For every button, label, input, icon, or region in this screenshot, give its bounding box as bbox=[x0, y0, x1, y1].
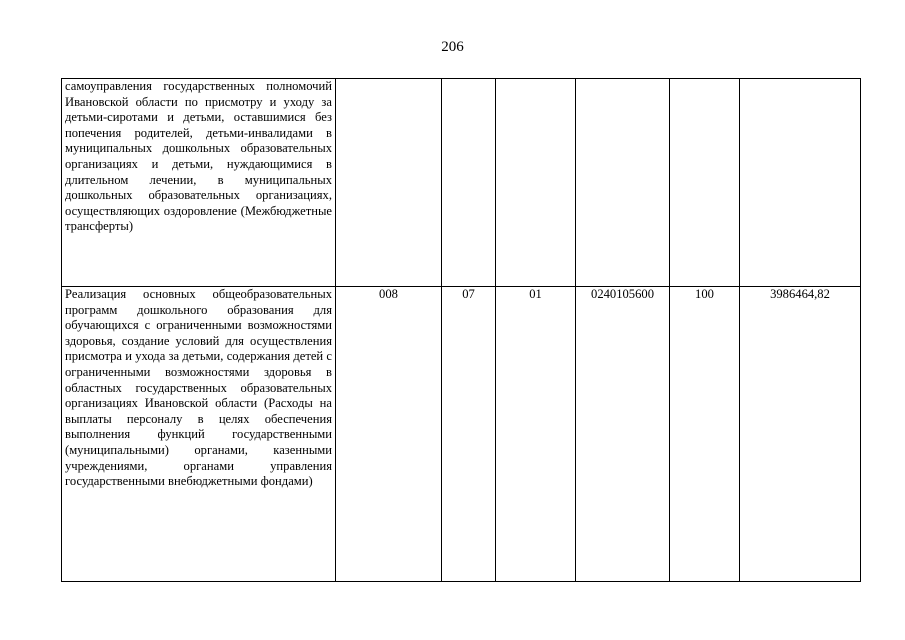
subsection-code: 01 bbox=[496, 287, 576, 582]
row-description: Реализация основных общеобразовательных программ дошкольного образования для обучающихся с ограниченными возможностями здоровья, создание условий для осуществления присмотра и ухода за детьми, содержания детей с ограниченными возможностями здоровья в областных государственных образовательных организациях Ивановской области (Расходы на выплаты персоналу в целях обеспечения выполнения функций государственными (муниципальными) органами, казенными учреждениями, органами управления государственными внебюджетными фондами) bbox=[62, 287, 336, 582]
row-description: самоуправления государственных полномочий Ивановской области по присмотру и уходу за детьми-сиротами и детьми, оставшимися без попечения родителей, детьми-инвалидами в муниципальных дошкольных образовательных организациях и детьми, нуждающимися в длительном лечении, в муниципальных дошкольных образовательных организациях, осуществляющих оздоровление (Межбюджетные трансферты) bbox=[62, 79, 336, 287]
target-article-code bbox=[576, 79, 670, 287]
amount-value bbox=[740, 79, 861, 287]
budget-table bbox=[61, 78, 861, 582]
table-row bbox=[62, 287, 861, 582]
expense-type-code bbox=[670, 79, 740, 287]
target-article-code: 0240105600 bbox=[576, 287, 670, 582]
subsection-code bbox=[496, 79, 576, 287]
section-code bbox=[442, 79, 496, 287]
table-row bbox=[62, 79, 861, 287]
amount-value: 3986464,82 bbox=[740, 287, 861, 582]
page-number: 206 bbox=[441, 39, 464, 55]
ministry-code: 008 bbox=[336, 287, 442, 582]
expense-type-code: 100 bbox=[670, 287, 740, 582]
ministry-code bbox=[336, 79, 442, 287]
section-code: 07 bbox=[442, 287, 496, 582]
